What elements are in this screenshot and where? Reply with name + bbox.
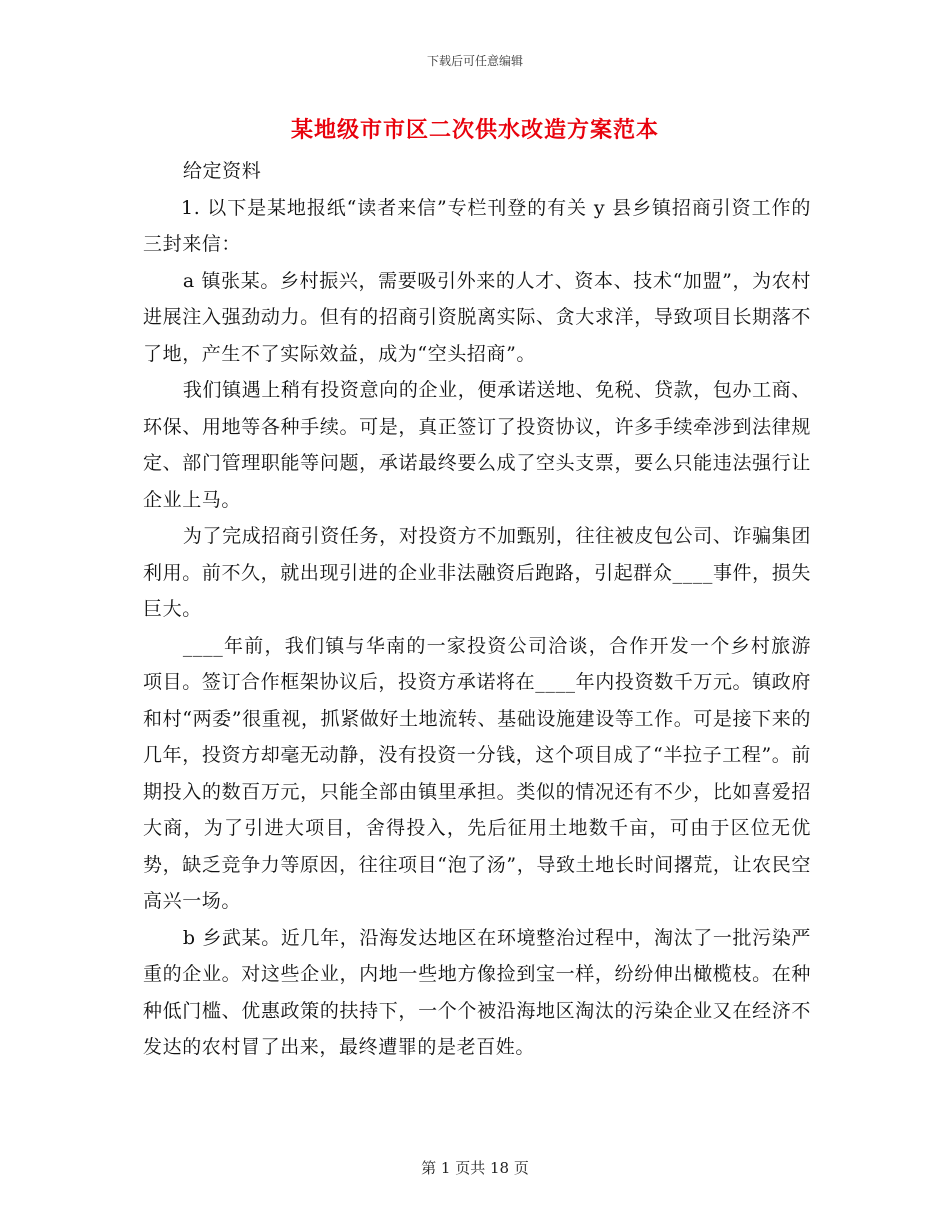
paragraph: ____年前，我们镇与华南的一家投资公司洽谈，合作开发一个乡村旅游项目。签订合作框架协议后，投资方承诺将在____年内投资数千万元。镇政府和村“两委”很重视，抓紧做好土地流转、基础设施建设等工作。可是接下来的几年，投资方却毫无动静，没有投资一分钱，这个项目成了“半拉子工程”。前期投入的数百万元，只能全部由镇里承担。类似的情况还有不少，比如喜爱招大商，为了引进大项目，舍得投入，先后征用土地数千亩，可由于区位无优势，缺乏竞争力等原因，往往项目“泡了汤”，导致土地长时间撂荒，让农民空高兴一场。 xyxy=(143,634,811,912)
section-heading: 给定资料 xyxy=(182,160,262,182)
page-number: 第 1 页共 18 页 xyxy=(421,1159,529,1177)
header-note: 下载后可任意编辑 xyxy=(426,54,523,68)
paragraph: 为了完成招商引资任务，对投资方不加甄别，往往被皮包公司、诈骗集团利用。前不久，就出现引进的企业非法融资后跑路，引起群众____事件，损失巨大。 xyxy=(143,525,811,620)
document-title: 某地级市市区二次供水改造方案范本 xyxy=(290,117,659,143)
paragraph: a 镇张某。乡村振兴，需要吸引外来的人才、资本、技术“加盟”，为农村进展注入强劲动力。但有的招商引资脱离实际、贪大求洋，导致项目长期落不了地，产生不了实际效益，成为“空头招商”。 xyxy=(143,269,811,365)
paragraph: 我们镇遇上稍有投资意向的企业，便承诺送地、免税、贷款，包办工商、环保、用地等各种手续。可是，真正签订了投资协议，许多手续牵涉到法律规定、部门管理职能等问题，承诺最终要么成了空头支票，要么只能违法强行让企业上马。 xyxy=(143,379,811,511)
paragraph: b 乡武某。近几年，沿海发达地区在环境整治过程中，淘汰了一批污染严重的企业。对这些企业，内地一些地方像捡到宝一样，纷纷伸出橄榄枝。在种种低门槛、优惠政策的扶持下，一个个被沿海地区淘汰的污染企业又在经济不发达的农村冒了出来，最终遭罪的是老百姓。 xyxy=(143,926,811,1058)
document-body xyxy=(143,153,811,1066)
paragraph: 1. 以下是某地报纸“读者来信”专栏刊登的有关 y 县乡镇招商引资工作的三封来信： xyxy=(143,196,811,255)
